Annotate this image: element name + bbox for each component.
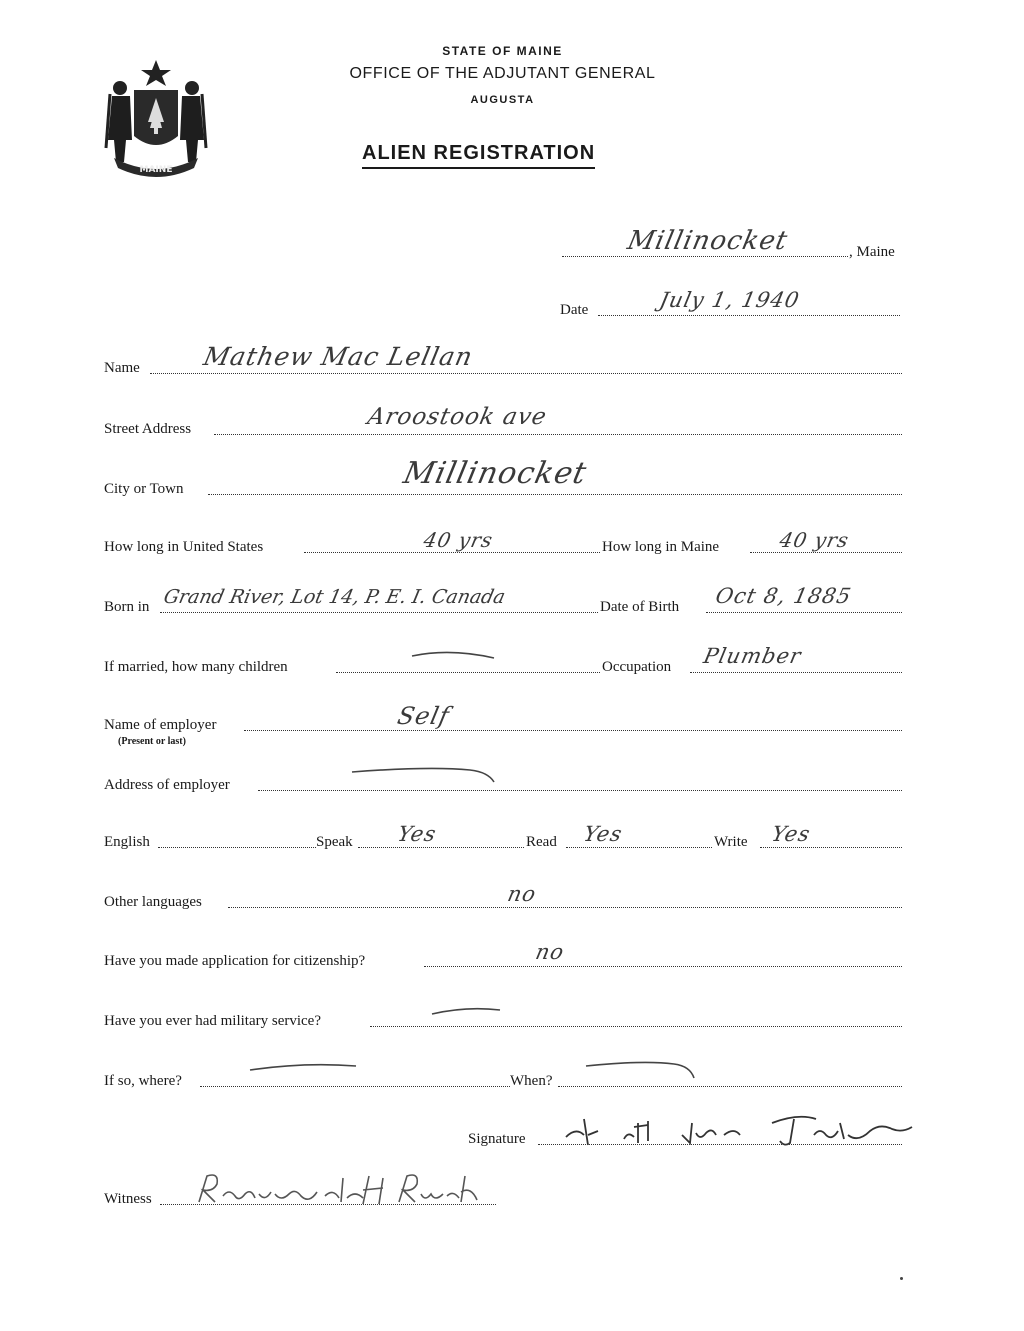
write-line [760, 847, 902, 848]
military-dash [430, 1004, 502, 1018]
header-city: AUGUSTA [470, 94, 535, 106]
born-in-label: Born in [104, 599, 150, 615]
employer-sublabel: (Present or last) [118, 736, 186, 747]
date-value: July 1, 1940 [657, 288, 802, 312]
born-in-value: Grand River, Lot 14, P. E. I. Canada [161, 586, 508, 608]
other-languages-label: Other languages [104, 894, 202, 910]
city-value: Millinocket [400, 456, 591, 491]
citizenship-line [424, 966, 902, 967]
where-line [200, 1086, 510, 1087]
name-line [150, 373, 902, 374]
date-label: Date [560, 302, 589, 318]
when-line [558, 1086, 902, 1087]
read-label: Read [526, 834, 557, 850]
read-line [566, 847, 712, 848]
children-label: If married, how many children [104, 659, 288, 675]
signature-label: Signature [468, 1131, 526, 1147]
employer-line [244, 730, 902, 731]
write-value: Yes [769, 822, 813, 846]
children-line [336, 672, 600, 673]
city-line [208, 494, 902, 495]
dob-line [706, 612, 902, 613]
read-value: Yes [581, 822, 625, 846]
name-value: Mathew Mac Lellan [200, 342, 476, 371]
when-dash [584, 1058, 696, 1080]
speak-value: Yes [395, 822, 439, 846]
witness-label: Witness [104, 1191, 152, 1207]
where-label: If so, where? [104, 1073, 182, 1089]
employer-value: Self [395, 702, 453, 730]
employer-address-label: Address of employer [104, 777, 230, 793]
street-value: Aroostook ave [365, 404, 550, 430]
occupation-value: Plumber [701, 644, 804, 668]
other-languages-value: no [505, 882, 539, 906]
town-line [562, 256, 848, 257]
write-label: Write [714, 834, 748, 850]
english-line [158, 847, 316, 848]
employer-address-line [258, 790, 902, 791]
town-value: Millinocket [624, 226, 791, 256]
born-in-line [160, 612, 598, 613]
page-title: ALIEN REGISTRATION [362, 142, 595, 169]
street-line [214, 434, 902, 435]
date-line [598, 315, 900, 316]
military-label: Have you ever had military service? [104, 1013, 321, 1029]
citizenship-value: no [533, 940, 567, 964]
when-label: When? [510, 1073, 553, 1089]
children-dash [410, 648, 496, 662]
witness-handwriting [185, 1168, 485, 1210]
citizenship-label: Have you made application for citizenship? [104, 953, 366, 969]
other-languages-line [228, 907, 902, 908]
how-long-us-line [304, 552, 600, 553]
how-long-us-label: How long in United States [104, 539, 264, 555]
speak-line [358, 847, 524, 848]
name-label: Name [104, 360, 140, 376]
english-label: English [104, 834, 150, 850]
state-seal-icon [104, 58, 208, 178]
occupation-line [690, 672, 902, 673]
how-long-maine-line [750, 552, 902, 553]
street-label: Street Address [104, 421, 192, 437]
employer-label: Name of employer [104, 717, 217, 733]
occupation-label: Occupation [602, 659, 672, 675]
how-long-maine-label: How long in Maine [602, 539, 720, 555]
how-long-maine-value: 40 yrs [777, 528, 852, 552]
header-office: OFFICE OF THE ADJUTANT GENERAL [349, 65, 656, 82]
where-dash [248, 1060, 358, 1074]
how-long-us-value: 40 yrs [421, 528, 496, 552]
dob-label: Date of Birth [600, 599, 680, 615]
dob-value: Oct 8, 1885 [713, 584, 854, 608]
military-line [370, 1026, 902, 1027]
city-label: City or Town [104, 481, 184, 497]
employer-address-dash [350, 764, 496, 784]
speak-label: Speak [316, 834, 353, 850]
maine-label: , Maine [849, 244, 895, 260]
seal-banner-text: MAINE [139, 165, 173, 175]
signature-handwriting [558, 1105, 918, 1155]
paper-speck [900, 1277, 903, 1280]
header-state: STATE OF MAINE [442, 44, 563, 58]
